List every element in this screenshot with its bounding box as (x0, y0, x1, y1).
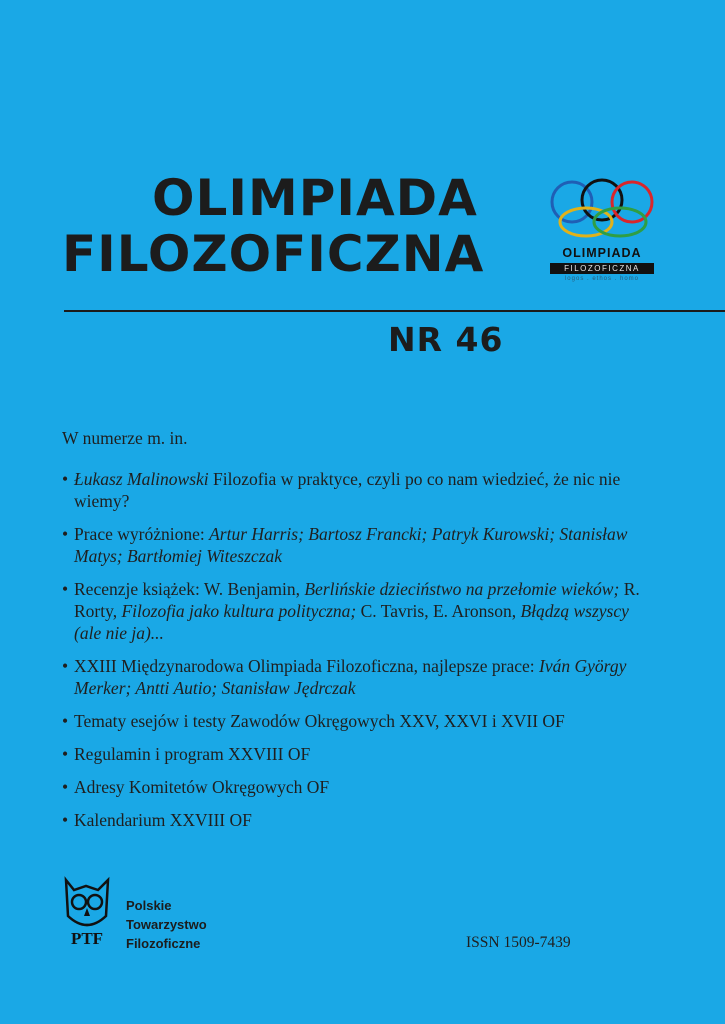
issn: ISSN 1509-7439 (466, 934, 571, 951)
publisher-name: Polskie Towarzystwo Filozoficzne (126, 898, 207, 951)
owl-logo-icon (62, 876, 112, 952)
toc-item-4: • XXIII Międzynarodowa Olimpiada Filozoficzna, najlepsze prace: Iván György Merker; Antti Autio; Stanisław Jędrczak (62, 655, 642, 699)
toc-item-7: • Adresy Komitetów Okręgowych OF (62, 776, 642, 798)
title-line-1: OLIMPIADA (152, 169, 478, 227)
title-line-2: FILOZOFICZNA (62, 225, 485, 283)
table-of-contents (62, 468, 642, 842)
toc-item-3: • Recenzje książek: W. Benjamin, Berlińskie dzieciństwo na przełomie wieków; R. Rorty, Filozofia jako kultura polityczna; C. Tavris, E. Aronson, Błądzą wszyscy (ale nie ja)... (62, 578, 642, 644)
contents-intro: W numerze m. in. (62, 428, 188, 448)
toc-item-2: • Prace wyróżnione: Artur Harris; Bartosz Francki; Patryk Kurowski; Stanisław Matys; Bartłomiej Witeszczak (62, 523, 642, 567)
logo-name: OLIMPIADA (562, 246, 642, 260)
red-ring-icon (612, 182, 652, 222)
title-divider (64, 310, 725, 312)
toc-item-5: • Tematy esejów i testy Zawodów Okręgowych XXV, XXVI i XVII OF (62, 710, 642, 732)
issue-number: NR 46 (388, 320, 504, 359)
toc-item-1: • Łukasz Malinowski Filozofia w praktyce, czyli po co nam wiedzieć, że nic nie wiemy? (62, 468, 642, 512)
journal-title (62, 170, 530, 282)
svg-text:PTF: PTF (70, 929, 104, 948)
logo-subtitle: FILOZOFICZNA (550, 263, 654, 274)
logo-motto: logos . ethos . homo (564, 276, 640, 282)
toc-item-8: • Kalendarium XXVIII OF (62, 809, 642, 831)
toc-item-6: • Regulamin i program XXVIII OF (62, 743, 642, 765)
